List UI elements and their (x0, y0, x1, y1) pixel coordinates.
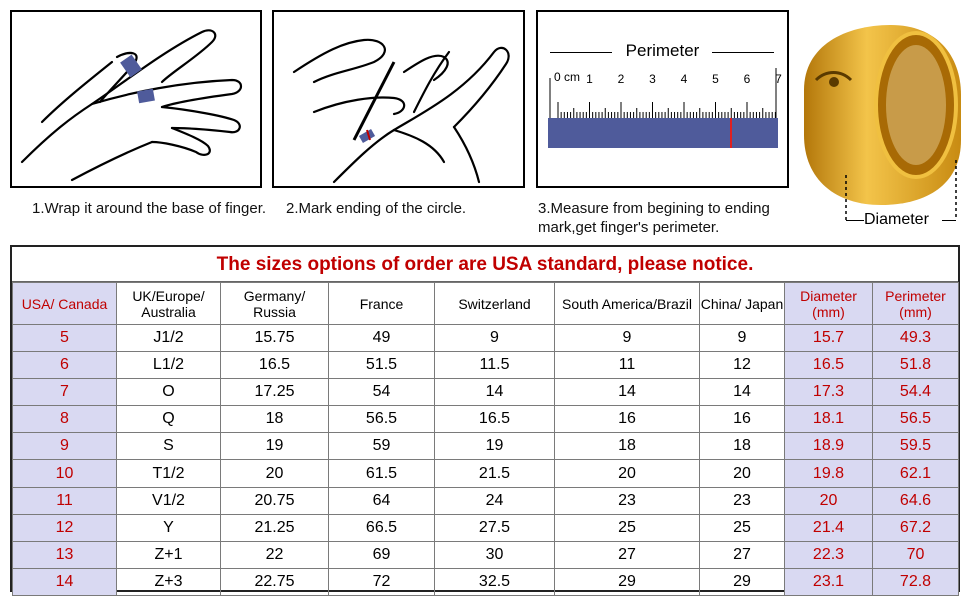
table-cell: 6 (13, 352, 117, 379)
table-cell: 12 (700, 352, 785, 379)
table-cell: 19.8 (785, 460, 873, 487)
table-cell: 25 (555, 514, 700, 541)
size-chart (10, 245, 960, 592)
table-cell: 17.25 (221, 379, 329, 406)
table-cell: 64 (329, 487, 435, 514)
table-cell: 27 (700, 541, 785, 568)
table-cell: 24 (435, 487, 555, 514)
table-cell: 54 (329, 379, 435, 406)
column-header: Perimeter (mm) (873, 283, 959, 325)
table-cell: 23 (700, 487, 785, 514)
table-cell: 25 (700, 514, 785, 541)
column-header: Germany/ Russia (221, 283, 329, 325)
ruler-tick-label: 5 (712, 72, 719, 86)
column-header: UK/Europe/ Australia (117, 283, 221, 325)
table-row (13, 541, 959, 568)
ruler-tick-label: 2 (617, 72, 625, 86)
table-cell: 14 (555, 379, 700, 406)
table-header-row (13, 283, 959, 325)
table-row (13, 514, 959, 541)
table-cell: 16.5 (221, 352, 329, 379)
table-row (13, 460, 959, 487)
table-row (13, 406, 959, 433)
table-cell: 18.1 (785, 406, 873, 433)
table-cell: 16 (700, 406, 785, 433)
table-cell: 18 (700, 433, 785, 460)
table-cell: 72.8 (873, 568, 959, 595)
step2-illustration (272, 10, 525, 188)
column-header: China/ Japan (700, 283, 785, 325)
table-cell: 14 (700, 379, 785, 406)
table-cell: 18.9 (785, 433, 873, 460)
column-header: USA/ Canada (13, 283, 117, 325)
table-cell: 29 (555, 568, 700, 595)
table-cell: 59 (329, 433, 435, 460)
table-cell: 21.25 (221, 514, 329, 541)
step1-caption: 1.Wrap it around the base of finger. (32, 200, 267, 217)
table-cell: 19 (221, 433, 329, 460)
perimeter-line-left (550, 52, 612, 53)
ring-illustration (796, 10, 966, 230)
table-cell: 22.75 (221, 568, 329, 595)
table-cell: 11 (13, 487, 117, 514)
table-cell: 20 (785, 487, 873, 514)
table-cell: 49 (329, 325, 435, 352)
table-row (13, 352, 959, 379)
table-cell: 5 (13, 325, 117, 352)
table-cell: 22.3 (785, 541, 873, 568)
step2-caption: 2.Mark ending of the circle. (286, 200, 467, 217)
table-cell: 32.5 (435, 568, 555, 595)
table-cell: Y (117, 514, 221, 541)
table-cell: Z+3 (117, 568, 221, 595)
table-cell: 15.7 (785, 325, 873, 352)
table-cell: S (117, 433, 221, 460)
column-header: Switzerland (435, 283, 555, 325)
table-cell: 56.5 (873, 406, 959, 433)
table-cell: 51.5 (329, 352, 435, 379)
table-cell: 64.6 (873, 487, 959, 514)
table-row (13, 433, 959, 460)
table-cell: 11 (555, 352, 700, 379)
table-cell: T1/2 (117, 460, 221, 487)
table-cell: 21.4 (785, 514, 873, 541)
table-cell: 54.4 (873, 379, 959, 406)
ruler-tick-label: 1 (586, 72, 593, 86)
ruler-tick-label: 6 (743, 72, 751, 86)
size-chart-title: The sizes options of order are USA standard, please notice. (12, 247, 958, 282)
table-cell: 12 (13, 514, 117, 541)
table-cell: 17.3 (785, 379, 873, 406)
diameter-arrow-left (846, 220, 864, 221)
table-cell: J1/2 (117, 325, 221, 352)
table-cell: 10 (13, 460, 117, 487)
table-cell: 20 (221, 460, 329, 487)
size-table (12, 282, 959, 596)
perimeter-line-right (712, 52, 774, 53)
step3-illustration (536, 10, 789, 188)
table-cell: 13 (13, 541, 117, 568)
hand-mark-icon (274, 12, 523, 186)
table-cell: 20 (700, 460, 785, 487)
table-cell: 9 (700, 325, 785, 352)
table-cell: Q (117, 406, 221, 433)
table-cell: 18 (555, 433, 700, 460)
column-header: Diameter (mm) (785, 283, 873, 325)
table-cell: 9 (555, 325, 700, 352)
table-row (13, 379, 959, 406)
ruler-tick-label: 3 (649, 72, 656, 86)
table-cell: 30 (435, 541, 555, 568)
column-header: France (329, 283, 435, 325)
table-cell: 70 (873, 541, 959, 568)
table-cell: O (117, 379, 221, 406)
table-cell: 67.2 (873, 514, 959, 541)
ruler-unit: 0 cm (554, 70, 581, 84)
table-cell: 29 (700, 568, 785, 595)
table-cell: L1/2 (117, 352, 221, 379)
pen-icon (354, 62, 394, 140)
table-cell: 51.8 (873, 352, 959, 379)
perimeter-label: Perimeter (625, 41, 700, 60)
ruler-tick-label: 7 (775, 72, 782, 86)
table-cell: 21.5 (435, 460, 555, 487)
ruler-tick-label: 4 (680, 72, 688, 86)
table-cell: 69 (329, 541, 435, 568)
table-cell: 20 (555, 460, 700, 487)
tape-icon (120, 55, 142, 78)
table-cell: 16.5 (435, 406, 555, 433)
table-cell: 59.5 (873, 433, 959, 460)
column-header: South America/Brazil (555, 283, 700, 325)
table-cell: 16.5 (785, 352, 873, 379)
table-cell: 61.5 (329, 460, 435, 487)
step1-illustration (10, 10, 262, 188)
table-cell: 23 (555, 487, 700, 514)
ring-icon (796, 10, 966, 230)
table-cell: 66.5 (329, 514, 435, 541)
table-body (13, 325, 959, 596)
table-row (13, 325, 959, 352)
table-cell: 22 (221, 541, 329, 568)
diameter-arrow-right (942, 220, 956, 221)
table-cell: 20.75 (221, 487, 329, 514)
table-cell: 56.5 (329, 406, 435, 433)
table-cell: 16 (555, 406, 700, 433)
table-cell: 19 (435, 433, 555, 460)
table-cell: 27 (555, 541, 700, 568)
table-cell: 72 (329, 568, 435, 595)
table-cell: 23.1 (785, 568, 873, 595)
table-cell: 9 (13, 433, 117, 460)
table-cell: 7 (13, 379, 117, 406)
table-row (13, 568, 959, 595)
hand-wrap-icon (12, 12, 260, 186)
table-cell: Z+1 (117, 541, 221, 568)
table-cell: V1/2 (117, 487, 221, 514)
table-row (13, 487, 959, 514)
table-cell: 9 (435, 325, 555, 352)
table-cell: 62.1 (873, 460, 959, 487)
diameter-label: Diameter (864, 211, 929, 228)
step3-caption: 3.Measure from begining to ending mark,get finger's perimeter. (538, 200, 770, 236)
table-cell: 15.75 (221, 325, 329, 352)
table-cell: 27.5 (435, 514, 555, 541)
measure-strip (548, 118, 778, 148)
table-cell: 11.5 (435, 352, 555, 379)
end-mark (730, 118, 732, 148)
table-cell: 14 (13, 568, 117, 595)
table-cell: 14 (435, 379, 555, 406)
table-cell: 49.3 (873, 325, 959, 352)
table-cell: 18 (221, 406, 329, 433)
table-cell: 8 (13, 406, 117, 433)
